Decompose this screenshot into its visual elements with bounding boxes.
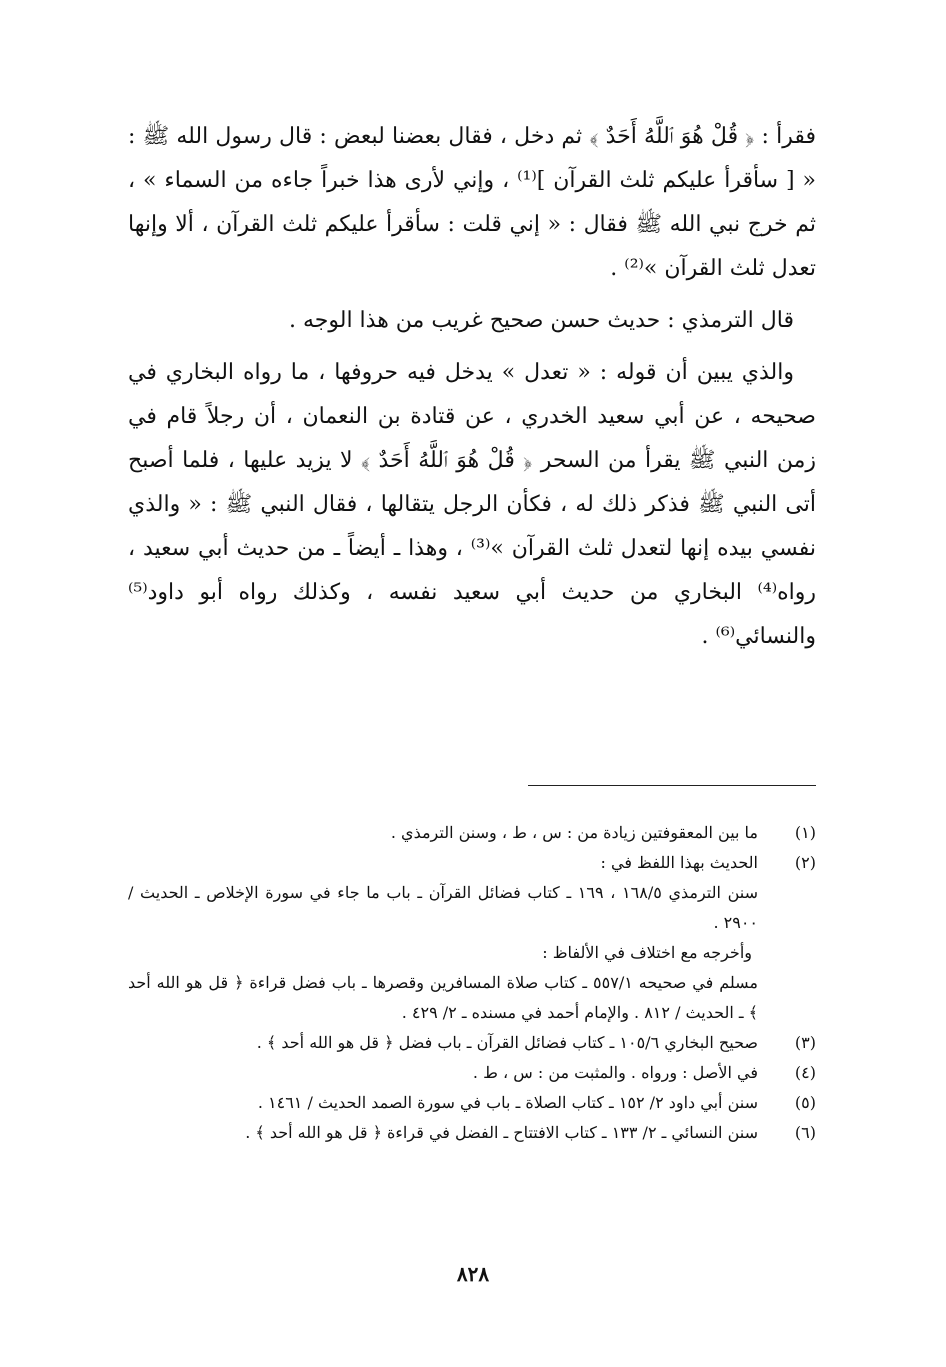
footnote-number: (٤) — [794, 1063, 816, 1082]
footnote-2 — [128, 848, 816, 1028]
footnote-divider — [528, 785, 816, 786]
footnote-3 — [128, 1028, 816, 1058]
footnote-line: في الأصل : ورواه . والمثبت من : س ، ط . — [472, 1063, 758, 1082]
footnote-number: (٦) — [794, 1123, 816, 1142]
footnote-text — [128, 818, 758, 848]
footnote-line: وأخرجه مع اختلاف في الألفاظ : — [542, 943, 752, 962]
paragraph-2: قال الترمذي : حديث حسن صحيح غريب من هذا الوجه . — [289, 308, 794, 333]
footnote-text — [128, 1058, 758, 1088]
footnote-line: صحيح البخاري ١٠٥/٦ ـ كتاب فضائل القرآن ـ باب فضل ﴿ قل هو الله أحد ﴾ . — [256, 1033, 758, 1052]
footnote-text — [128, 848, 758, 1028]
footnote-line: سنن أبي داود ٢/ ١٥٢ ـ كتاب الصلاة ـ باب في سورة الصمد الحديث / ١٤٦١ . — [257, 1093, 758, 1112]
paragraph-1: فقرأ : ﴿ قُلْ هُوَ ٱللَّهُ أَحَدٌ ﴾ ثم دخل ، فقال بعضنا لبعض : قال رسول الله ﷺ : « [ سأقرأ عليكم ثلث القرآن ]⁽¹⁾ ، وإني لأرى هذا خبراً جاءه من السماء » ، ثم خرج نبي الله ﷺ فقال : « إني قلت : سأقرأ عليكم ثلث القرآن ، ألا وإنها تعدل ثلث القرآن »⁽²⁾ . — [128, 124, 816, 281]
footnote-line: مسلم في صحيحه ٥٥٧/١ ـ كتاب صلاة المسافرين وقصرها ـ باب فضل قراءة ﴿ قل هو الله أحد ﴾ ـ الحديث / ٨١٢ . والإمام أحمد في مسنده ـ ٢/ ٤٢٩ . — [128, 973, 759, 1022]
footnote-5 — [128, 1088, 816, 1118]
footnote-line: الحديث بهذا اللفظ في : — [600, 853, 758, 872]
paragraph-3: والذي يبين أن قوله : « تعدل » يدخل فيه حروفها ، ما رواه البخاري في صحيحه ، عن أبي سعيد الخدري ، عن قتادة بن النعمان ، أن رجلاً قام في زمن النبي ﷺ يقرأ من السحر ﴿ قُلْ هُوَ ٱللَّهُ أَحَدٌ ﴾ لا يزيد عليها ، فلما أصبح أتى النبي ﷺ فذكر ذلك له ، فكأن الرجل يتقالها ، فقال النبي ﷺ : « والذي نفسي بيده إنها لتعدل ثلث القرآن »⁽³⁾ ، وهذا ـ أيضاً ـ من حديث أبي سعيد ، رواه⁽⁴⁾ البخاري من حديث أبي سعيد نفسه ، وكذلك رواه أبو داود⁽⁵⁾ والنسائي⁽⁶⁾ . — [128, 360, 816, 649]
footnote-number: (١) — [794, 823, 816, 842]
footnote-text — [128, 1118, 758, 1148]
footnote-number: (٥) — [794, 1093, 816, 1112]
footnote-1 — [128, 818, 816, 848]
footnote-number: (٢) — [794, 853, 816, 872]
main-text — [128, 115, 816, 659]
footnote-4 — [128, 1058, 816, 1088]
footnote-text — [128, 1028, 758, 1058]
footnote-text — [128, 1088, 758, 1118]
footnote-line: ما بين المعقوفتين زيادة من : س ، ط ، وسنن الترمذي . — [390, 823, 758, 842]
page-number: ٨٢٨ — [456, 1262, 490, 1286]
footnotes — [128, 818, 816, 1148]
footnote-line: سنن النسائي ـ ٢/ ١٣٣ ـ كتاب الافتتاح ـ الفضل في قراءة ﴿ قل هو الله أحد ﴾ . — [245, 1123, 758, 1142]
footnote-6 — [128, 1118, 816, 1148]
footnote-line: سنن الترمذي ١٦٨/٥ ، ١٦٩ ـ كتاب فضائل القرآن ـ باب ما جاء في سورة الإخلاص ـ الحديث / ٢٩٠٠ . — [128, 883, 758, 932]
footnote-number: (٣) — [794, 1033, 816, 1052]
